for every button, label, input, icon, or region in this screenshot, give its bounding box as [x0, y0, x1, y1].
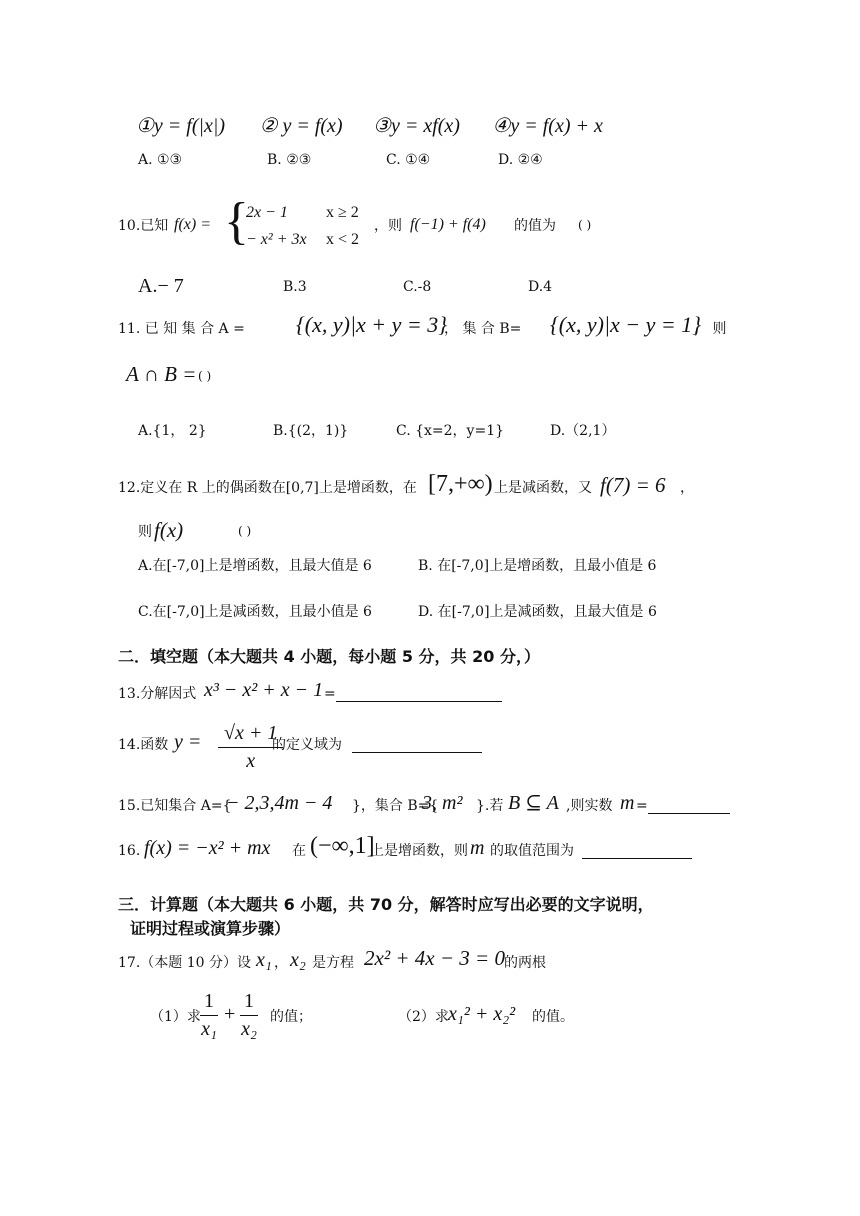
q11-set-a: {(x, y)|x + y = 3} — [296, 312, 448, 337]
section-3-heading-line1: 三．计算题（本大题共 6 小题，共 70 分，解答时应写出必要的文字说明， — [118, 895, 654, 914]
q11-choice-a: A.{1， 2} — [138, 423, 207, 439]
q10-choice-b: B.3 — [283, 279, 307, 295]
q12-line1-b: 上是减函数，又 — [494, 480, 592, 496]
section-3-heading-line2: 证明过程或演算步骤） — [130, 919, 291, 938]
q11-line1-a: 11. 已 知 集 合 A = — [118, 321, 245, 337]
q17-part1-tail: 的值； — [270, 1009, 312, 1025]
q16-answer-blank — [582, 844, 692, 862]
q17-part2-tail: 的值。 — [532, 1009, 574, 1025]
q13-expression: x³ − x² + x − 1 — [204, 679, 324, 701]
q17-plus: + — [224, 1003, 236, 1025]
q14-numerator: √x + 1 — [218, 722, 283, 748]
q10-prefix: 10.已知 — [118, 218, 169, 234]
q10-case1: 2x − 1 — [246, 204, 288, 221]
q16-d: 的取值范围为 — [490, 843, 574, 859]
q17-fraction-1-num: 1 — [200, 990, 218, 1016]
q9-choice-a: A. ①③ — [138, 152, 183, 168]
q9-option-1: ①y = f(|x|) — [136, 115, 226, 137]
q9-options-row — [136, 116, 603, 136]
q10-answer-paren: ( ) — [578, 218, 592, 232]
q17-fraction-1-den: x₁ — [201, 1018, 217, 1040]
q17-x2: x₂ — [290, 949, 306, 971]
q17-b: 是方程 — [312, 955, 354, 971]
q15-set-b: 3, m² — [422, 792, 463, 814]
q12-choice-c: C.在[-7,0]上是减函数，且最小值是 6 — [138, 604, 372, 620]
q14-denominator: x — [246, 750, 256, 772]
q15-a: 15.已知集合 A={ — [118, 798, 232, 814]
q11-line1-c: ， 则 — [694, 321, 727, 337]
q10-cond1: x ≥ 2 — [326, 204, 359, 221]
q12-choice-a: A.在[-7,0]上是增函数，且最大值是 6 — [138, 558, 372, 574]
q13-equals: = — [324, 686, 336, 702]
q12-interval: [7,+∞) — [428, 471, 493, 497]
q10-choice-d: D.4 — [528, 279, 553, 295]
q17-equation: 2x² + 4x − 3 = 0 — [364, 946, 505, 970]
q11-choice-c: C. {x=2，y=1} — [396, 423, 505, 439]
q12-line1-c: ， — [680, 480, 694, 496]
q11-set-b: {(x, y)|x − y = 1} — [550, 312, 702, 337]
q15-set-a: − 2,3,4m − 4 — [226, 792, 333, 814]
q12-fx: f(x) — [154, 518, 184, 542]
q17-x1: x₁ — [256, 949, 272, 971]
q13-answer-blank — [336, 687, 502, 705]
q12-condition: f(7) = 6 — [600, 473, 666, 497]
q15-c: }.若 — [476, 798, 504, 814]
q10-choice-a-text: A.− 7 — [138, 275, 184, 297]
q13-prefix: 13.分解因式 — [118, 686, 197, 702]
q9-choice-d: D. ②④ — [498, 152, 543, 168]
q16-a: 16. — [118, 843, 141, 859]
q15-relation: B ⊆ A — [508, 792, 559, 814]
q17-part2-label: （2）求 — [398, 1009, 449, 1025]
q11-answer-paren: ( ) — [198, 369, 212, 383]
q16-m: m — [470, 837, 485, 859]
q11-choice-b: B.{(2，1)} — [273, 423, 349, 439]
q10-choice-c: C.-8 — [403, 279, 432, 295]
q10-suffix: ，则 — [374, 218, 402, 234]
q17-fraction-2 — [240, 990, 258, 1041]
q14-answer-blank — [352, 738, 482, 756]
q17-part1-label: （1）求 — [150, 1009, 201, 1025]
q16-c: 上是增函数，则 — [370, 843, 468, 859]
q15-m: m — [620, 792, 635, 814]
q15-b: }，集合 B={ — [352, 798, 439, 814]
q10-choice-a — [138, 276, 184, 296]
q10-fx: f(x) = — [174, 216, 211, 233]
q16-interval: (−∞,1] — [310, 833, 375, 859]
q17-a: 17.（本题 10 分）设 — [118, 955, 251, 971]
q10-case2: − x² + 3x — [246, 231, 307, 248]
q17-c: 的两根 — [504, 955, 546, 971]
q9-option-2: ② y = f(x) — [259, 115, 343, 137]
q14-y-equals: y = — [174, 731, 202, 753]
q10-tail: 的值为 — [514, 218, 556, 234]
q9-choice-c: C. ①④ — [386, 152, 431, 168]
q11-choice-d: D.（2,1） — [550, 423, 616, 439]
q17-fraction-2-num: 1 — [240, 990, 258, 1016]
q16-function: f(x) = −x² + mx — [144, 837, 271, 859]
q12-answer-paren: ( ) — [238, 524, 252, 538]
q9-option-4: ④y = f(x) + x — [492, 115, 603, 137]
q12-choice-b: B. 在[-7,0]上是增函数，且最小值是 6 — [418, 558, 657, 574]
q15-answer-blank — [648, 799, 730, 817]
q17-sep: ， — [274, 955, 288, 971]
q12-line1-a: 12.定义在 R 上的偶函数在[0,7]上是增函数，在 — [118, 480, 417, 496]
q12-line2-a: 则 — [138, 524, 152, 540]
q11-line1-b: ， 集 合 B= — [444, 321, 522, 337]
q9-choice-b: B. ②③ — [267, 152, 312, 168]
q17-fraction-1 — [200, 990, 218, 1041]
section-2-heading: 二．填空题（本大题共 4 小题，每小题 5 分，共 20 分，） — [118, 647, 540, 666]
q14-suffix: 的定义域为 — [272, 737, 342, 753]
q14-prefix: 14.函数 — [118, 737, 169, 753]
q9-option-3: ③y = xf(x) — [373, 115, 460, 137]
q15-d: ,则实数 — [566, 798, 613, 814]
q16-b: 在 — [292, 843, 306, 859]
q10-cond2: x < 2 — [326, 231, 360, 248]
q11-intersection: A ∩ B = — [126, 362, 197, 386]
q15-e: = — [636, 798, 648, 814]
q12-choice-d: D. 在[-7,0]上是减函数，且最大值是 6 — [418, 604, 657, 620]
q10-brace: { — [224, 193, 249, 250]
q17-part2-expr: x₁² + x₂² — [448, 1003, 516, 1025]
q17-fraction-2-den: x₂ — [241, 1018, 257, 1040]
q10-expr: f(−1) + f(4) — [410, 216, 486, 233]
